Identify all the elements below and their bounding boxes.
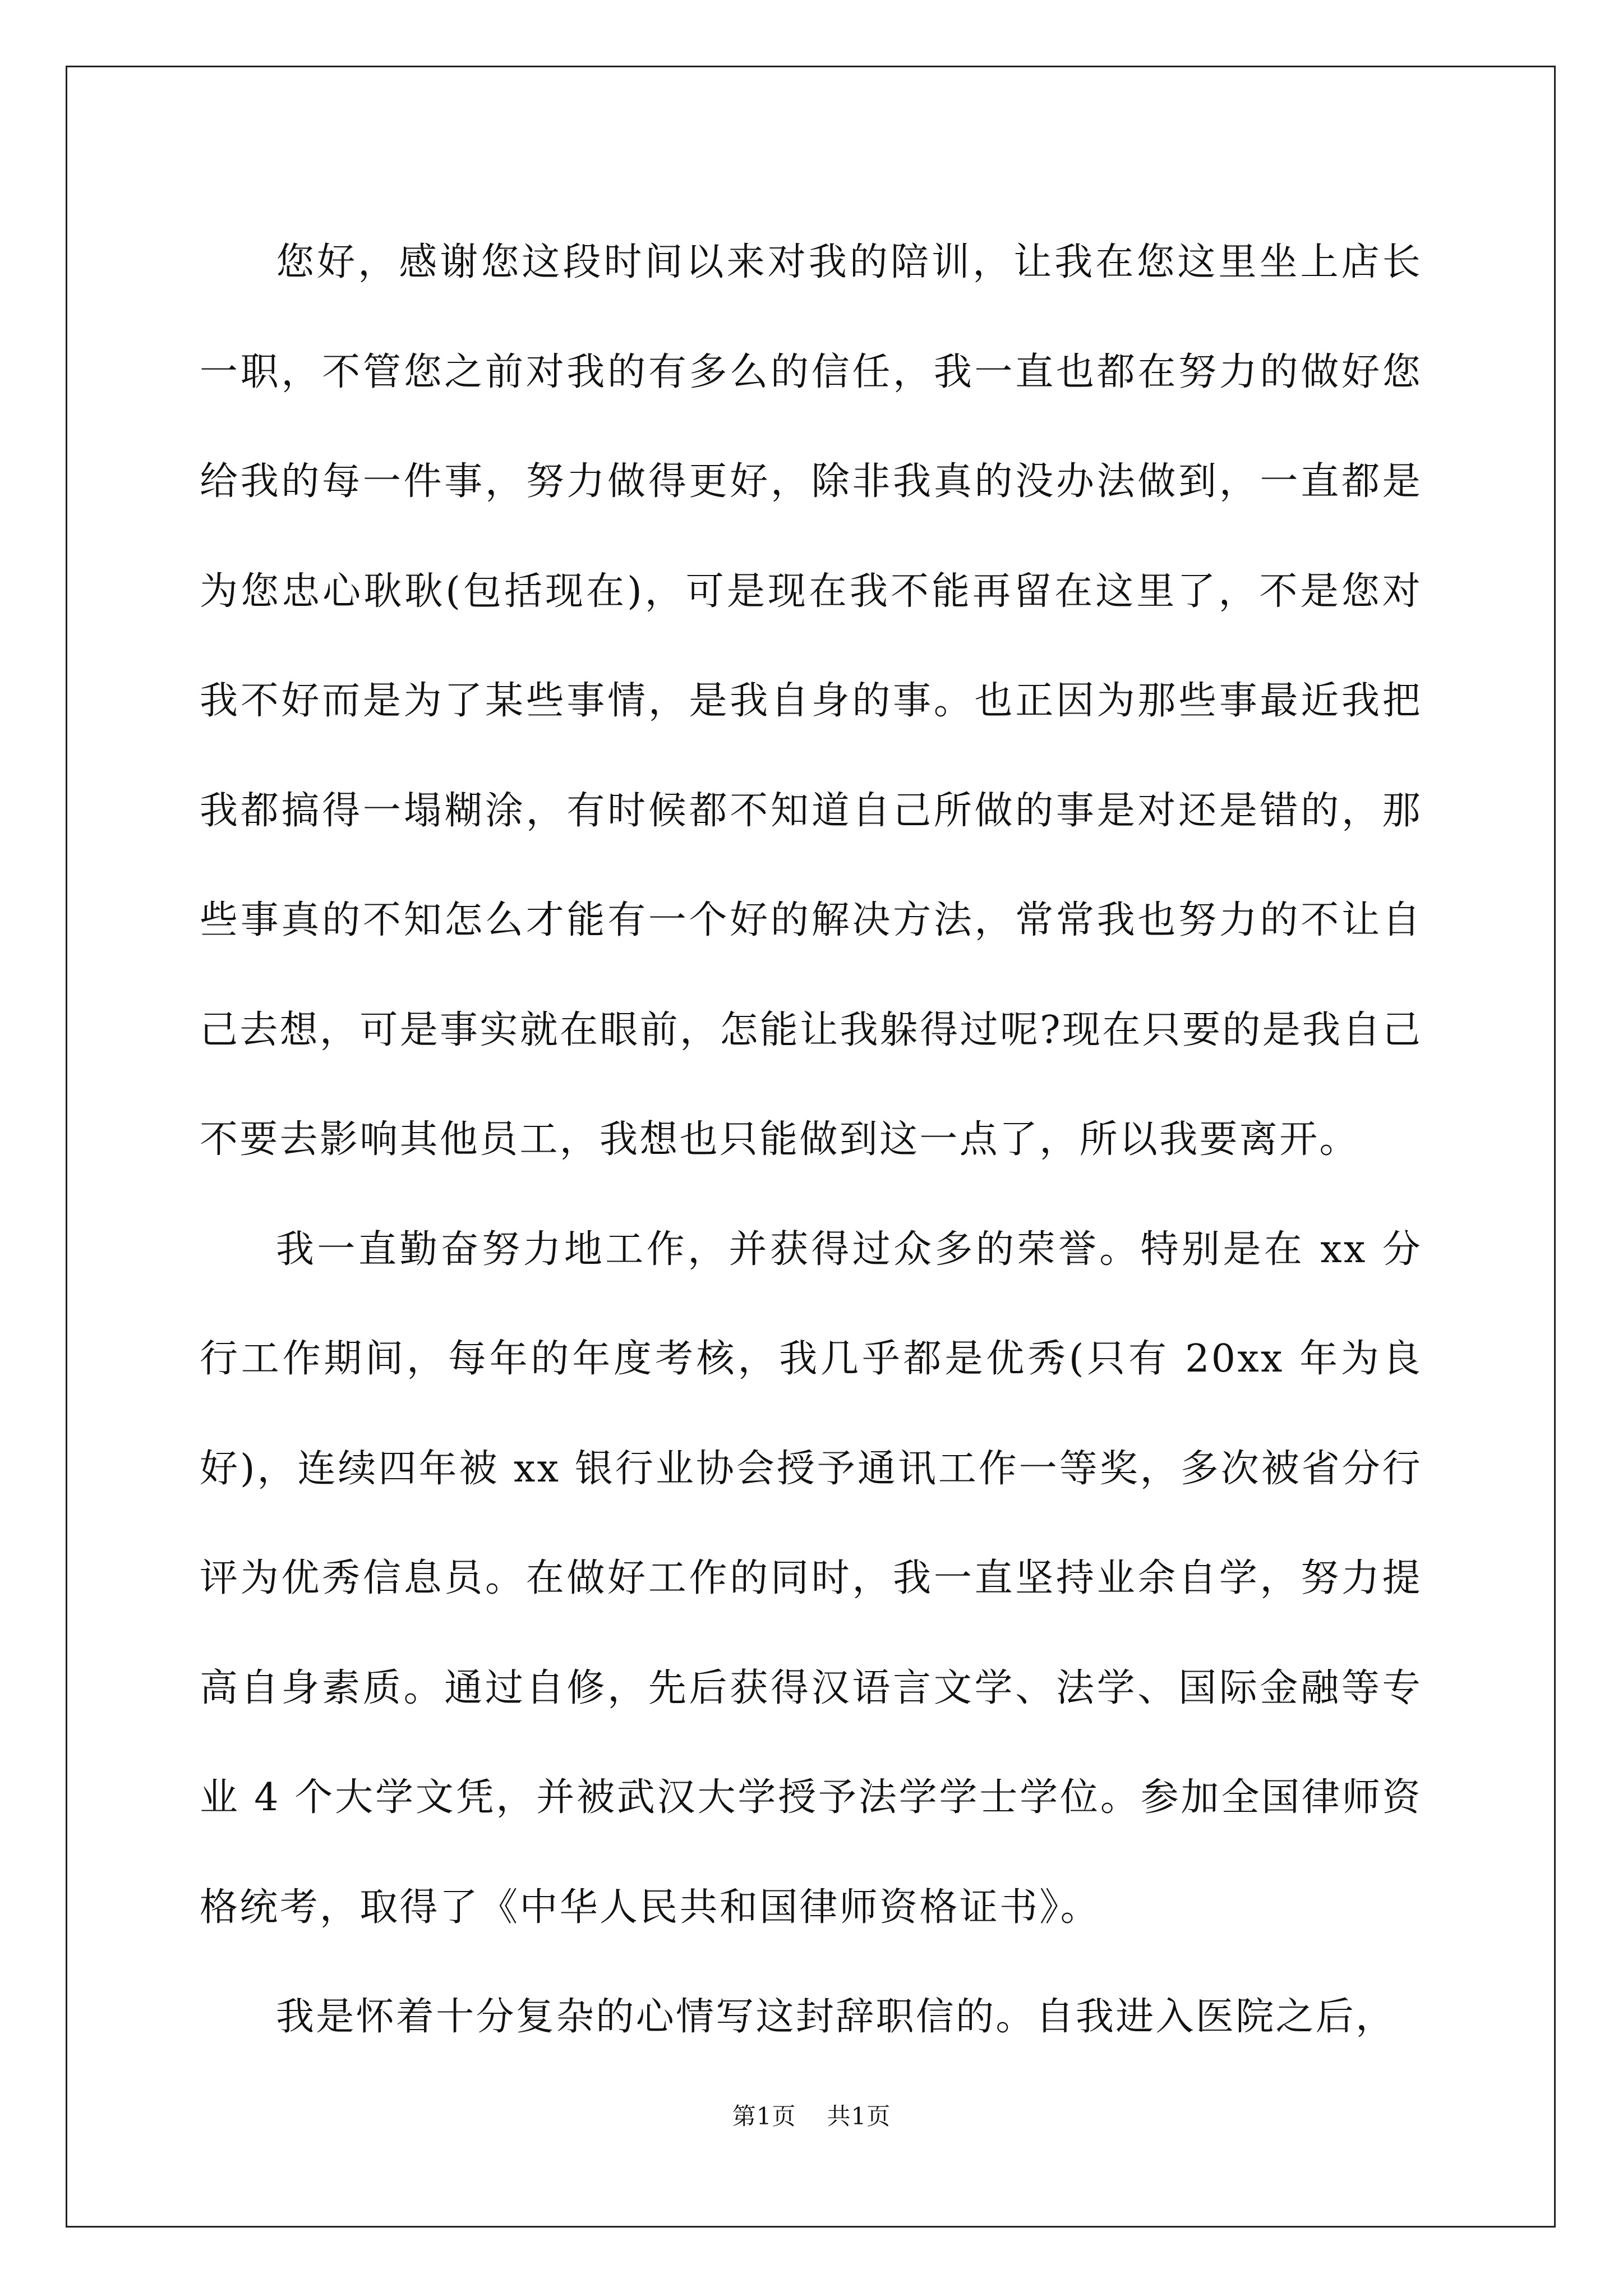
page-number: 第1页 xyxy=(732,2102,796,2130)
page-footer xyxy=(0,2098,1623,2132)
document-body xyxy=(200,208,1422,2072)
paragraph-2: 我一直勤奋努力地工作，并获得过众多的荣誉。特别是在 xx 分行工作期间，每年的年度考核，我几乎都是优秀(只有 20xx 年为良好)，连续四年被 xx 银行业协会授予通讯工作一等奖，多次被省分行评为优秀信息员。在做好工作的同时，我一直坚持业余自学，努力提高自身素质。通过自修，先后获得汉语言文学、法学、国际金融等专业 4 个大学文凭，并被武汉大学授予法学学士学位。参加全国律师资格统考，取得了《中华人民共和国律师资格证书》。 xyxy=(200,1227,1422,1930)
paragraph-1: 您好，感谢您这段时间以来对我的陪训，让我在您这里坐上店长一职，不管您之前对我的有多么的信任，我一直也都在努力的做好您给我的每一件事，努力做得更好，除非我真的没办法做到，一直都是为您忠心耿耿(包括现在)，可是现在我不能再留在这里了，不是您对我不好而是为了某些事情，是我自身的事。也正因为那些事最近我把我都搞得一塌糊涂，有时候都不知道自己所做的事是对还是错的，那些事真的不知怎么才能有一个好的解决方法，常常我也努力的不让自己去想，可是事实就在眼前，怎能让我躲得过呢?现在只要的是我自己不要去影响其他员工，我想也只能做到这一点了，所以我要离开。 xyxy=(200,240,1422,1162)
paragraph-3: 我是怀着十分复杂的心情写这封辞职信的。自我进入医院之后， xyxy=(276,1995,1396,2039)
page-total: 共1页 xyxy=(827,2102,891,2130)
